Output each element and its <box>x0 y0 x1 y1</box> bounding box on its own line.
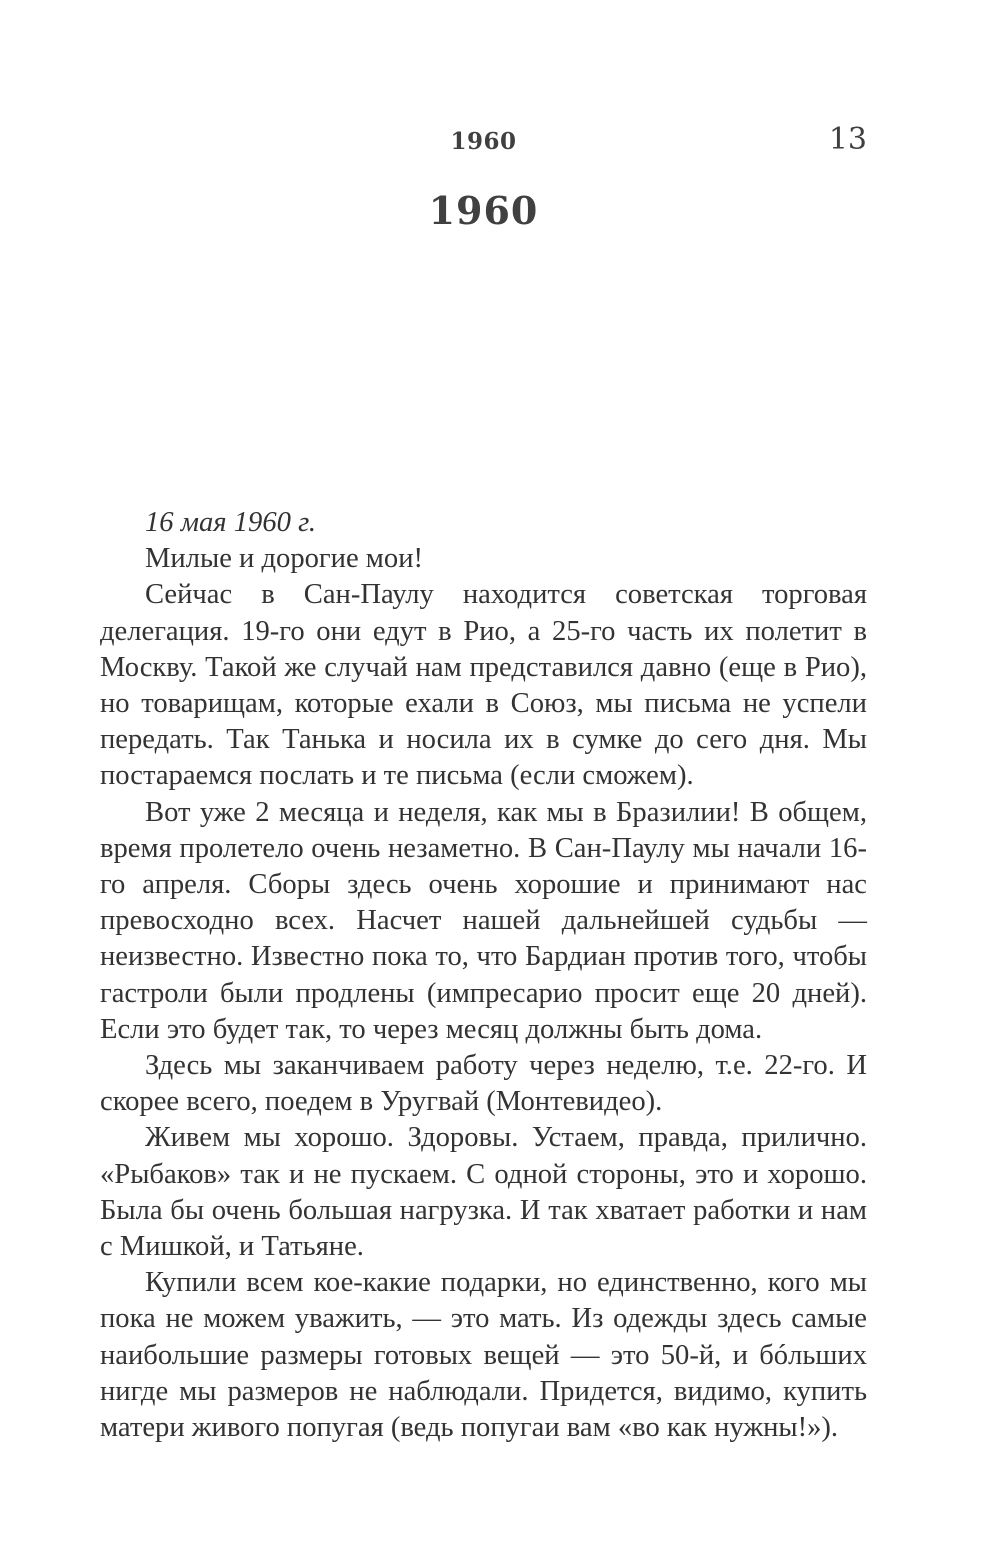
paragraph: Сейчас в Сан-Паулу находится советская торговая делегация. 19-го они едут в Рио, а 25-го часть их полетит в Москву. Такой же случай нам представился давно (еще в Рио), но товарищам, которые ехали в Союз, мы письма не успели передать. Так Танька и носила их в сумке до сего дня. Мы постараемся послать и те письма (если сможем). <box>100 579 867 792</box>
paragraph: Здесь мы заканчиваем работу через неделю, т.е. 22-го. И скорее всего, поедем в Уругвай (Монтевидео). <box>100 1050 867 1118</box>
paragraph: Вот уже 2 месяца и неделя, как мы в Бразилии! В общем, время пролетело очень незаметно. В Сан-Паулу мы начали 16-го апреля. Сборы здесь очень хорошие и принимают нас превосходно всех. Насчет нашей дальнейшей судьбы — неизвестно. Известно пока то, что Бардиан против того, чтобы гастроли были продлены (импресарио просит еще 20 дней). Если это будет так, то через месяц должны быть дома. <box>100 796 867 1045</box>
paragraph: Живем мы хорошо. Здоровы. Устаем, правда, прилично. «Рыбаков» так и не пускаем. С одной стороны, это и хорошо. Была бы очень большая нагрузка. И так хватает работки и нам с Мишкой, и Татьяне. <box>100 1122 867 1263</box>
letter-date: 16 мая 1960 г. <box>145 507 316 538</box>
running-header <box>100 122 867 166</box>
paragraph: Купили всем кое-какие подарки, но единственно, кого мы пока не можем уважить, — это мать. Из одежды здесь самые наибольшие размеры готовых вещей — это 50-й, и бóльших нигде мы размеров не наблюдали. Придется, видимо, купить матери живого попугая (ведь попугаи вам «во как нужны!»). <box>100 1267 867 1444</box>
letter-salutation: Милые и дорогие мои! <box>145 543 424 575</box>
chapter-title: 1960 <box>428 188 539 233</box>
letter-body <box>100 505 867 1446</box>
page-number: 13 <box>828 122 867 157</box>
running-title: 1960 <box>450 128 517 155</box>
